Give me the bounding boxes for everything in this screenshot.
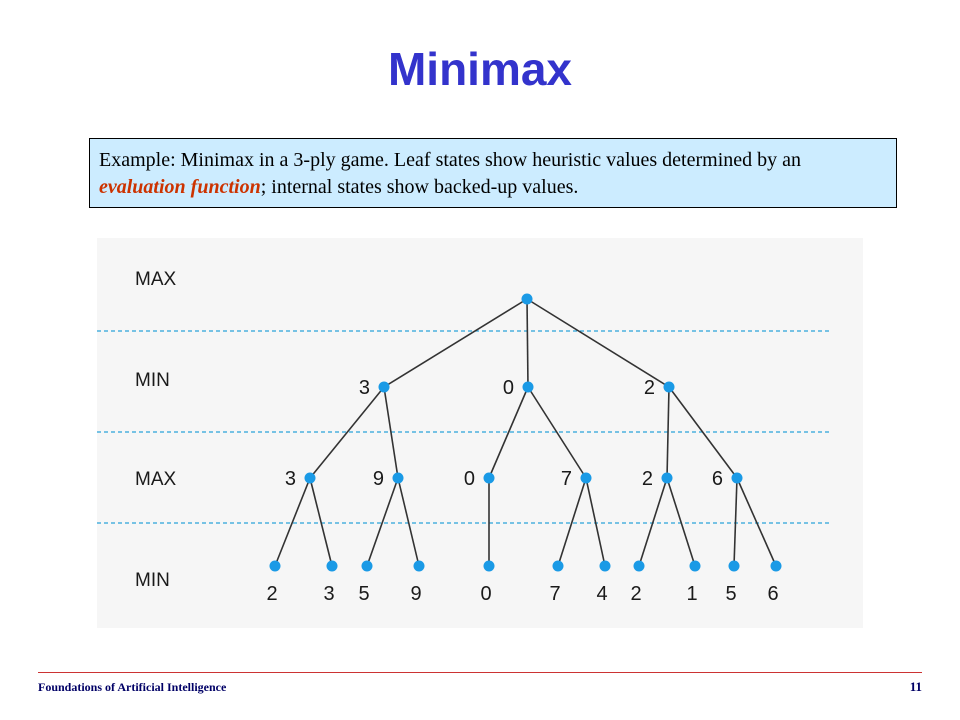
leaf-value-label: 3 <box>323 583 335 605</box>
tree-edge <box>737 478 776 566</box>
tree-svg <box>97 238 863 628</box>
backed-up-value-label: 2 <box>643 377 655 399</box>
tree-node <box>522 294 533 305</box>
caption-box <box>89 138 897 208</box>
tree-edge <box>639 478 667 566</box>
tree-edge <box>489 387 528 478</box>
leaf-node <box>270 561 281 572</box>
minimax-tree-diagram <box>97 238 863 628</box>
tree-edge <box>398 478 419 566</box>
leaf-node <box>327 561 338 572</box>
leaf-node <box>414 561 425 572</box>
backed-up-value-label: 9 <box>372 468 384 490</box>
leaf-value-label: 7 <box>549 583 561 605</box>
tree-edge <box>586 478 605 566</box>
leaf-value-label: 9 <box>410 583 422 605</box>
leaf-value-label: 0 <box>480 583 492 605</box>
tree-edge <box>310 478 332 566</box>
leaf-value-label: 4 <box>596 583 608 605</box>
leaf-node <box>484 561 495 572</box>
tree-node <box>379 382 390 393</box>
tree-node <box>662 473 673 484</box>
backed-up-value-label: 0 <box>502 377 514 399</box>
backed-up-value-label: 0 <box>463 468 475 490</box>
caption-emphasis: evaluation function <box>99 176 261 198</box>
leaf-value-label: 5 <box>725 583 737 605</box>
slide-title: Minimax <box>387 43 573 95</box>
backed-up-value-label: 3 <box>284 468 296 490</box>
tree-node <box>484 473 495 484</box>
tree-node <box>393 473 404 484</box>
tree-edge <box>527 299 528 387</box>
tree-node <box>523 382 534 393</box>
leaf-node <box>729 561 740 572</box>
leaf-value-label: 2 <box>266 583 278 605</box>
backed-up-value-label: 2 <box>641 468 653 490</box>
tree-edge <box>367 478 398 566</box>
backed-up-value-label: 6 <box>711 468 723 490</box>
backed-up-value-label: 7 <box>560 468 572 490</box>
leaf-value-label: 2 <box>630 583 642 605</box>
footer-course-name: Foundations of Artificial Intelligence <box>38 680 227 694</box>
tree-edge <box>734 478 737 566</box>
tree-edge <box>558 478 586 566</box>
tree-edge <box>384 299 527 387</box>
caption-text-end: ; internal states show backed-up values. <box>260 176 579 198</box>
leaf-node <box>771 561 782 572</box>
tree-edge <box>667 387 669 478</box>
tree-node <box>305 473 316 484</box>
level-label-max: MAX <box>135 469 177 490</box>
caption-text: Example: Minimax in a 3-ply game. Leaf states show heuristic values determined by an <box>99 149 802 171</box>
level-label-min: MIN <box>135 370 170 391</box>
tree-edge <box>528 387 586 478</box>
tree-node <box>664 382 675 393</box>
leaf-node <box>362 561 373 572</box>
tree-edge <box>275 478 310 566</box>
footer-page-number: 11 <box>909 679 922 694</box>
tree-edge <box>667 478 695 566</box>
leaf-node <box>553 561 564 572</box>
tree-node <box>581 473 592 484</box>
leaf-node <box>600 561 611 572</box>
tree-node <box>732 473 743 484</box>
backed-up-value-label: 3 <box>358 377 370 399</box>
level-label-max: MAX <box>135 269 177 290</box>
footer-rule <box>38 672 922 673</box>
leaf-value-label: 6 <box>767 583 779 605</box>
leaf-node <box>690 561 701 572</box>
leaf-node <box>634 561 645 572</box>
leaf-value-label: 1 <box>686 583 698 605</box>
leaf-value-label: 5 <box>358 583 370 605</box>
level-label-min: MIN <box>135 570 170 591</box>
tree-edge <box>527 299 669 387</box>
